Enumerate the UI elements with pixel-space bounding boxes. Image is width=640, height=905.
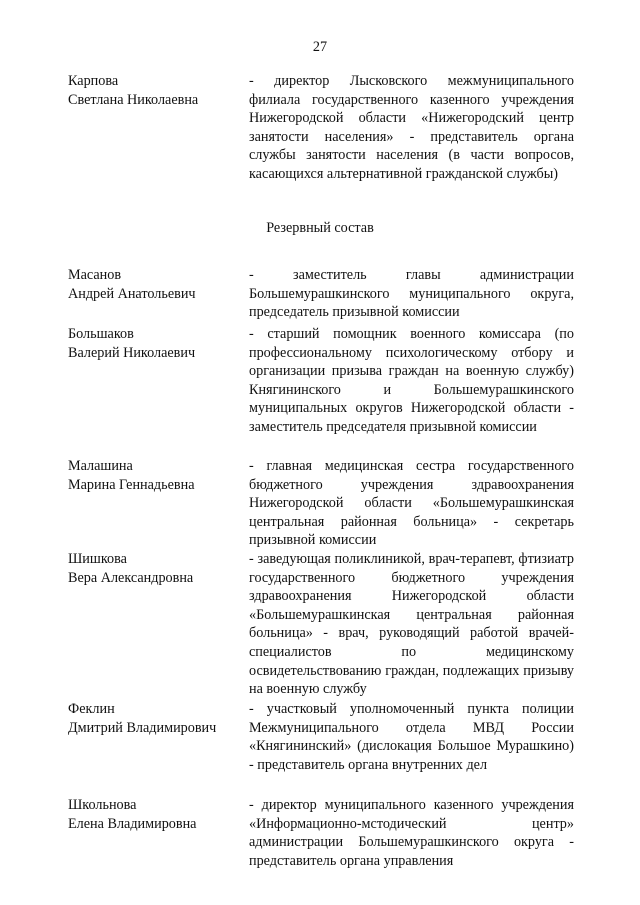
member-given-name: Елена Владимировна — [68, 815, 197, 832]
member-surname: Феклин — [68, 701, 115, 717]
member-name — [68, 266, 243, 303]
member-position: - заведующая поликлиникой, врач-терапевт, фтизиатр государственного бюджетного учреждения здравоохранения Нижегородской области «Большемурашкинская центральная районная больница» - врач, руководящий работой врачей-специалистов по медицинскому освидетельствованию граждан, подлежащих призыву на военную службу — [249, 551, 574, 698]
section-title: Резервный состав — [266, 220, 374, 236]
member-surname: Масанов — [68, 267, 122, 283]
member-name — [68, 457, 243, 494]
member-given-name: Андрей Анатольевич — [68, 285, 196, 302]
member-name — [68, 325, 243, 362]
member-name — [68, 700, 243, 737]
member-surname: Школьнова — [68, 797, 137, 813]
page-number: 27 — [312, 39, 328, 55]
member-position: - старший помощник военного комиссара (по профессиональному психологическому отбору и организации призыва граждан на военную службу) Княгининского и Большемурашкинского муниципальных округов Нижегородской области - заместитель председателя призывной комиссии — [249, 326, 574, 435]
member-name — [68, 550, 243, 587]
member-surname: Малашина — [68, 458, 133, 474]
member-surname: Шишкова — [68, 551, 127, 567]
member-given-name: Марина Геннадьевна — [68, 476, 195, 493]
member-name — [68, 72, 243, 109]
member-position: - директор муниципального казенного учреждения «Информационно-мстодический центр» администрации Большемурашкинского округа - представитель органа управления — [249, 797, 574, 869]
member-given-name: Вера Александровна — [68, 569, 194, 586]
member-position: - заместитель главы администрации Большемурашкинского муниципального округа, председатель призывной комиссии — [249, 267, 574, 321]
member-given-name: Валерий Николаевич — [68, 344, 196, 361]
member-position: - директор Лысковского межмуниципального филиала государственного казенного учреждения Нижегородской области «Нижегородский центр занятости населения» - представитель органа службы занятости населения (в части вопросов, касающихся альтернативной гражданской службы) — [249, 73, 574, 182]
member-surname: Большаков — [68, 326, 134, 342]
member-name — [68, 796, 243, 833]
member-given-name: Светлана Николаевна — [68, 91, 199, 108]
member-surname: Карпова — [68, 73, 119, 89]
member-given-name: Дмитрий Владимирович — [68, 719, 217, 736]
member-position: - главная медицинская сестра государственного бюджетного учреждения здравоохранения Нижегородской области «Большемурашкинская центральная районная больница» - секретарь призывной комиссии — [249, 458, 574, 549]
member-position: - участковый уполномоченный пункта полиции Межмуниципального отдела МВД России «Княгининский» (дислокация Большое Мурашкино) - представитель органа внутренних дел — [249, 701, 574, 773]
